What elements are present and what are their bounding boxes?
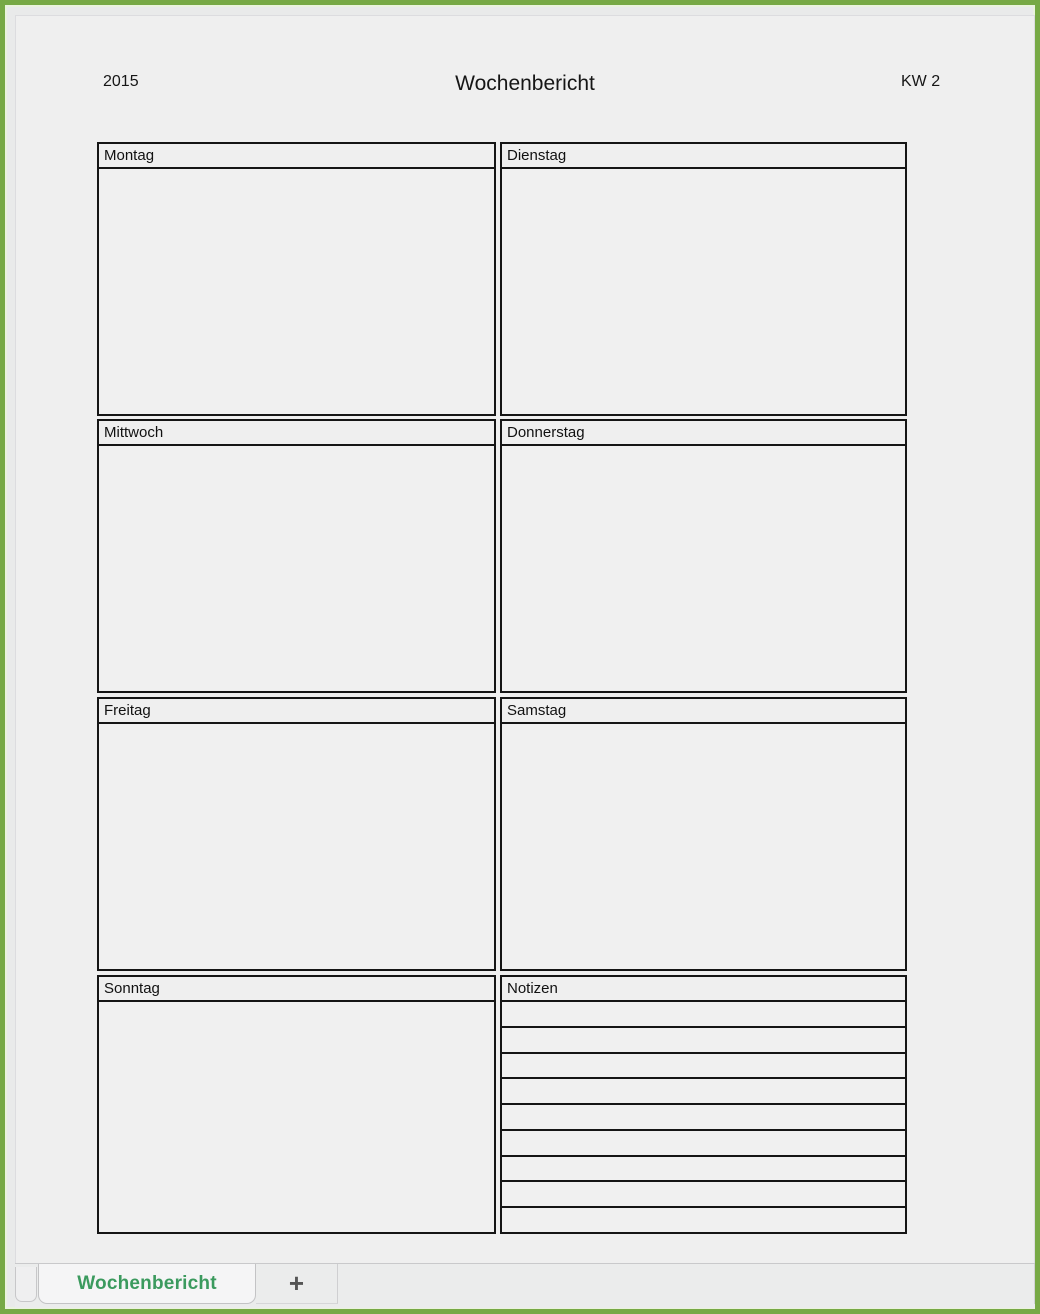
notes-line[interactable] xyxy=(502,1105,905,1131)
day-header-montag[interactable]: Montag xyxy=(99,144,494,169)
notes-ruled-area xyxy=(502,1002,905,1232)
day-cell-sonntag[interactable] xyxy=(97,975,496,1234)
day-header-dienstag[interactable]: Dienstag xyxy=(502,144,905,169)
day-header-freitag[interactable]: Freitag xyxy=(99,699,494,724)
day-header-sonntag[interactable]: Sonntag xyxy=(99,977,494,1002)
sheet-tab-bar xyxy=(15,1263,1035,1308)
day-body-montag[interactable] xyxy=(99,169,494,414)
day-body-sonntag[interactable] xyxy=(99,1002,494,1232)
day-cell-dienstag[interactable] xyxy=(500,142,907,416)
week-grid xyxy=(97,142,907,1234)
day-cell-mittwoch[interactable] xyxy=(97,419,496,693)
day-body-mittwoch[interactable] xyxy=(99,446,494,691)
notes-line[interactable] xyxy=(502,1157,905,1183)
day-body-freitag[interactable] xyxy=(99,724,494,969)
day-cell-samstag[interactable] xyxy=(500,697,907,971)
day-cell-freitag[interactable] xyxy=(97,697,496,971)
notes-line[interactable] xyxy=(502,1182,905,1208)
calendar-week-label: KW 2 xyxy=(901,73,941,90)
page-title: Wochenbericht xyxy=(455,72,595,95)
tab-bar-right-divider xyxy=(1034,1264,1035,1304)
day-cell-montag[interactable] xyxy=(97,142,496,416)
day-body-samstag[interactable] xyxy=(502,724,905,969)
notes-line[interactable] xyxy=(502,1208,905,1232)
notes-line[interactable] xyxy=(502,1079,905,1105)
add-sheet-button[interactable] xyxy=(256,1264,338,1304)
day-body-donnerstag[interactable] xyxy=(502,446,905,691)
tab-wochenbericht-label: Wochenbericht xyxy=(77,1272,217,1294)
notes-line[interactable] xyxy=(502,1002,905,1028)
notes-header[interactable]: Notizen xyxy=(502,977,905,1002)
tab-wochenbericht[interactable] xyxy=(38,1264,256,1304)
day-header-donnerstag[interactable]: Donnerstag xyxy=(502,421,905,446)
tab-strip-stub xyxy=(15,1267,37,1302)
notes-line[interactable] xyxy=(502,1131,905,1157)
day-body-dienstag[interactable] xyxy=(502,169,905,414)
plus-icon: + xyxy=(288,1267,305,1298)
notes-line[interactable] xyxy=(502,1028,905,1054)
notes-line[interactable] xyxy=(502,1054,905,1080)
day-cell-donnerstag[interactable] xyxy=(500,419,907,693)
sheet-canvas xyxy=(15,15,1035,1263)
day-header-mittwoch[interactable]: Mittwoch xyxy=(99,421,494,446)
year-label: 2015 xyxy=(103,73,139,90)
day-header-samstag[interactable]: Samstag xyxy=(502,699,905,724)
notes-cell[interactable] xyxy=(500,975,907,1234)
